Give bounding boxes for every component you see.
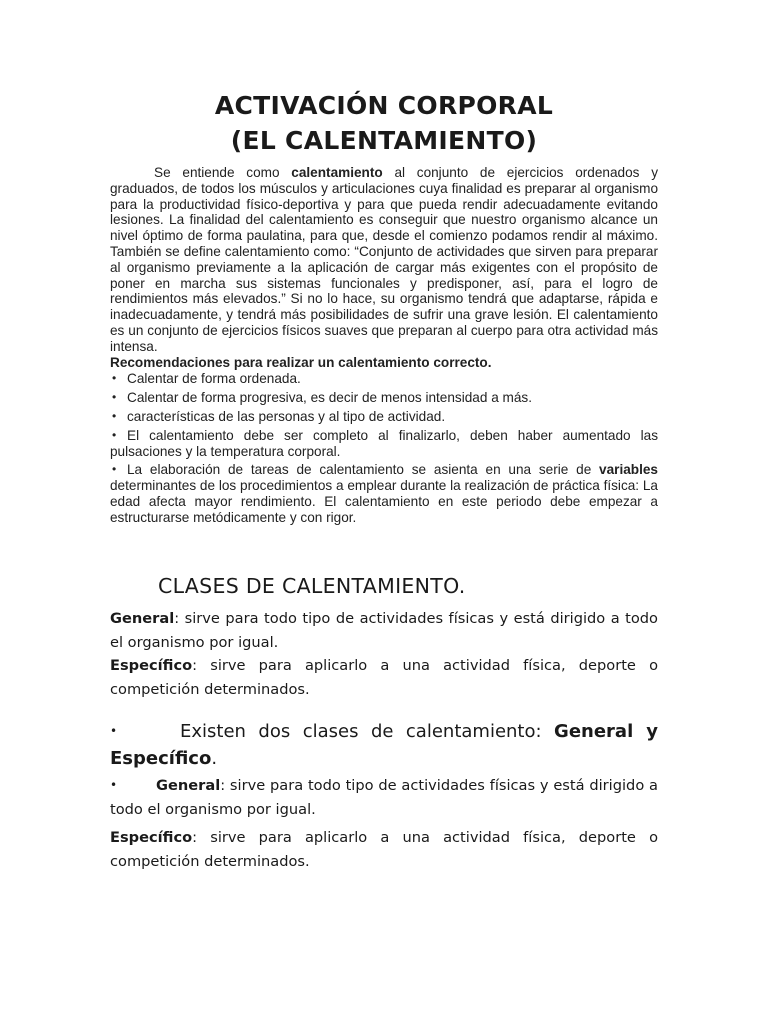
intro-section bbox=[110, 165, 658, 529]
classes-intro-y: y bbox=[633, 721, 659, 742]
classes-intro-especifico: Específico bbox=[110, 748, 212, 769]
page-title bbox=[110, 88, 658, 158]
especifico-definition-repeat bbox=[110, 826, 658, 873]
list-item-text-b: determinantes de los procedimientos a emplear durante la realización de práctica física: La edad afecta mayor rendimiento. El calentamiento en este periodo debe empezar a estructurarse metódicamente y con rigor. bbox=[110, 478, 658, 525]
list-item: • Calentar de forma progresiva, es decir de menos intensidad a más. bbox=[110, 390, 658, 406]
classes-intro-end: . bbox=[211, 748, 218, 769]
intro-text-b: al conjunto de ejercicios ordenados y graduados, de todos los músculos y articulaciones cuya finalidad es preparar al organismo para la productividad físico-deportiva y para que pueda rendir adecuadamente evitando lesiones. La finalidad del calentamiento es conseguir que nuestro organismo alcance un nivel óptimo de forma paulatina, para que, desde el comienzo podamos rendir al máximo. También se define calentamiento como: “Conjunto de actividades que sirven para preparar al organismo previamente a la aplicación de cargar más exigentes con el propósito de poner en marcha sus sistemas funcionales y predisponer, así, para el logro de rendimientos más elevados.” Si no lo hace, su organismo tendrá que adaptarse, rápida e inadecuadamente, y tendrá más posibilidades de sufrir una grave lesión. El calentamiento es un conjunto de ejercicios físicos suaves que preparan al cuerpo para otra actividad más intensa. bbox=[110, 165, 658, 354]
general-text: : sirve para todo tipo de actividades físicas y está dirigido a todo el organismo por igual. bbox=[110, 777, 658, 818]
especifico-text: : sirve para aplicarlo a una actividad física, deporte o competición determinados. bbox=[110, 829, 658, 870]
classes-intro-text: Existen dos clases de calentamiento: bbox=[180, 721, 555, 742]
general-label: General bbox=[156, 777, 221, 794]
especifico-text: : sirve para aplicarlo a una actividad física, deporte o competición determinados. bbox=[110, 657, 658, 698]
general-definition bbox=[110, 607, 658, 654]
recommendations-title: Recomendaciones para realizar un calentamiento correcto. bbox=[110, 354, 492, 370]
especifico-label: Específico bbox=[110, 829, 193, 846]
list-item: • características de las personas y al tipo de actividad. bbox=[110, 409, 658, 425]
classes-definitions bbox=[110, 607, 658, 701]
classes-summary bbox=[110, 718, 658, 873]
list-item: • El calentamiento debe ser completo al finalizarlo, deben haber aumentado las pulsaciones y la temperatura corporal. bbox=[110, 428, 658, 460]
bullet-glyph: • bbox=[110, 778, 118, 792]
intro-bold-term: calentamiento bbox=[291, 165, 383, 180]
general-definition-repeat bbox=[110, 774, 658, 821]
bullet-glyph: • bbox=[110, 724, 118, 738]
general-label: General bbox=[110, 610, 175, 627]
general-text: : sirve para todo tipo de actividades físicas y está dirigido a todo el organismo por igual. bbox=[110, 610, 658, 651]
list-item-bold: variables bbox=[599, 462, 658, 478]
title-line-2: (EL CALENTAMIENTO) bbox=[230, 126, 538, 155]
section-heading: CLASES DE CALENTAMIENTO. bbox=[158, 574, 466, 598]
recommendations-list bbox=[110, 371, 658, 525]
classes-intro-general: General bbox=[554, 721, 634, 742]
list-item: • Calentar de forma ordenada. bbox=[110, 371, 658, 387]
title-line-1: ACTIVACIÓN CORPORAL bbox=[214, 91, 554, 120]
especifico-label: Específico bbox=[110, 657, 193, 674]
list-item bbox=[110, 462, 658, 525]
intro-text-a: Se entiende como bbox=[154, 165, 292, 180]
list-item-text-a: La elaboración de tareas de calentamiento se asienta en una serie de bbox=[127, 462, 600, 478]
intro-paragraph bbox=[110, 165, 658, 355]
classes-intro bbox=[110, 718, 658, 772]
especifico-definition bbox=[110, 654, 658, 701]
